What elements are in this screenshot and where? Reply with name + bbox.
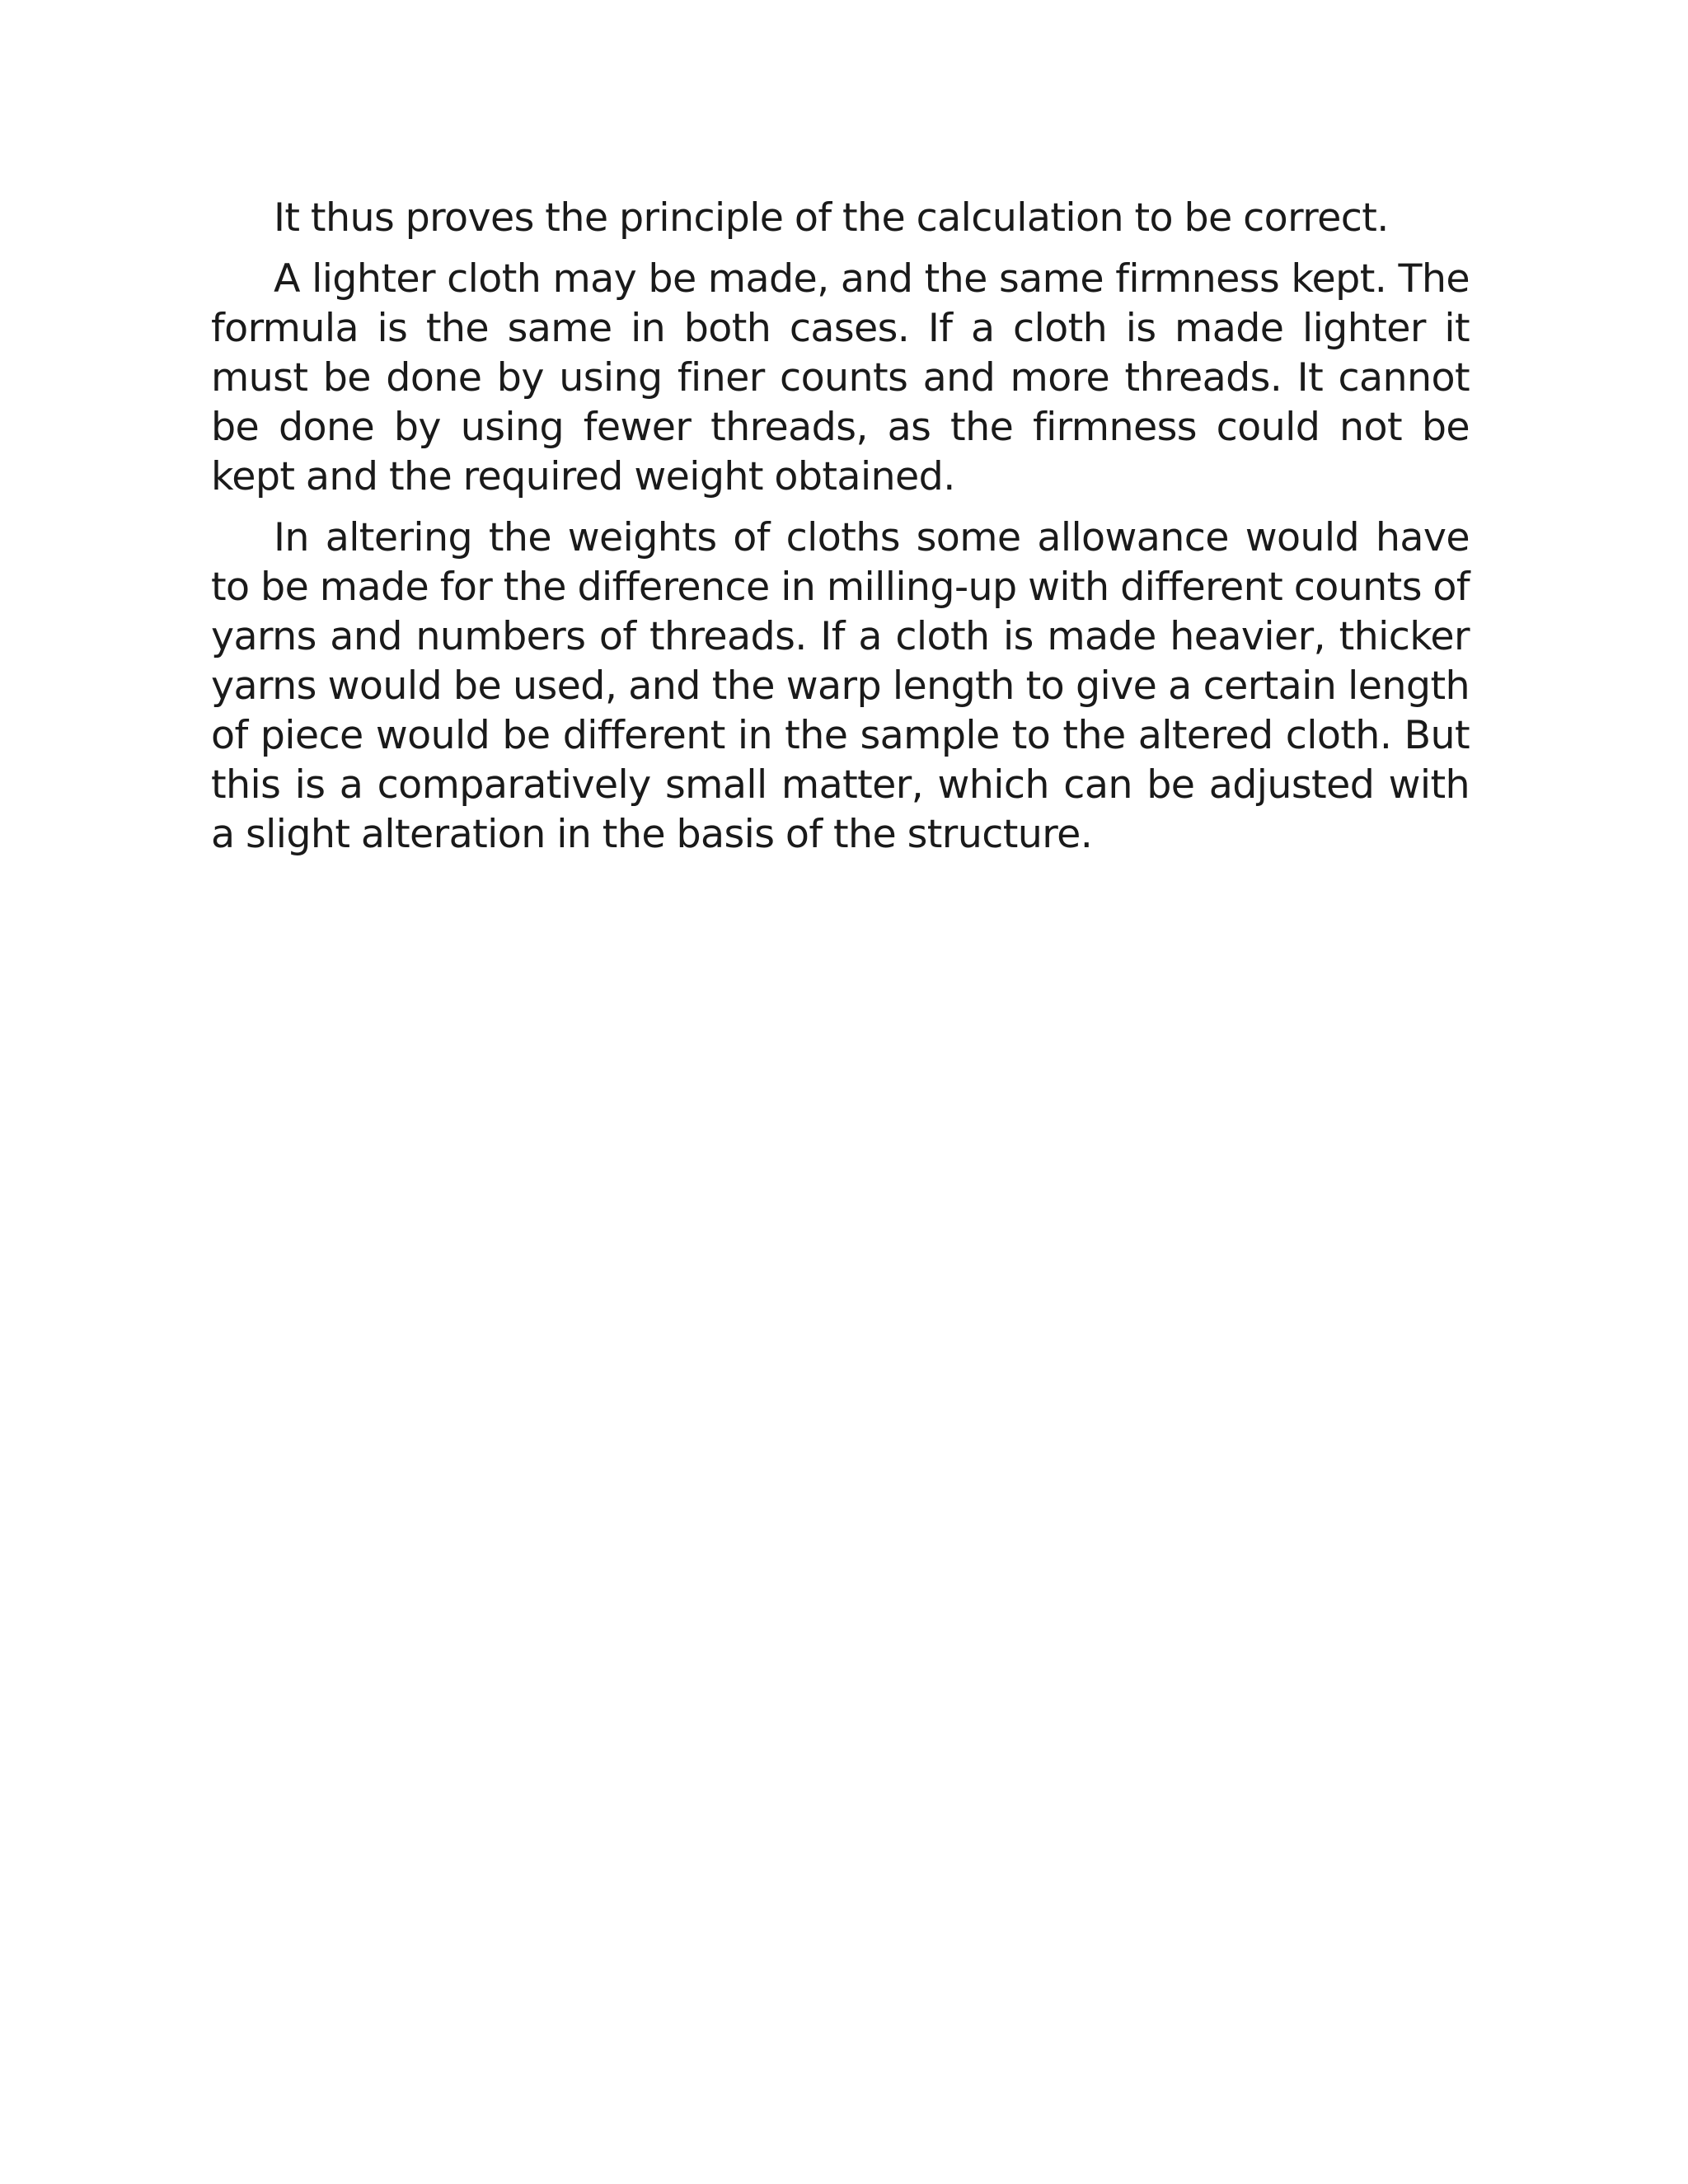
paragraph-lighter-cloth: A lighter cloth may be made, and the same firmness kept. The formula is the same in both cases. If a cloth is made lighter it must be done by using finer counts and more threads. It cannot be done by using fewer threads, as the firmness could not be kept and the required weight obtained. <box>211 256 1470 499</box>
paragraph-altering-weights: In altering the weights of cloths some allowance would have to be made for the difference in milling-up with different counts of yarns and numbers of threads. If a cloth is made heavier, thicker yarns would be used, and the warp length to give a certain length of piece would be different in the sample to the altered cloth. But this is a comparatively small matter, which can be adjusted with a slight alteration in the basis of the structure. <box>211 515 1470 857</box>
paragraph-calculation-correct: It thus proves the principle of the calculation to be correct. <box>274 195 1389 241</box>
body-text <box>211 194 1470 871</box>
